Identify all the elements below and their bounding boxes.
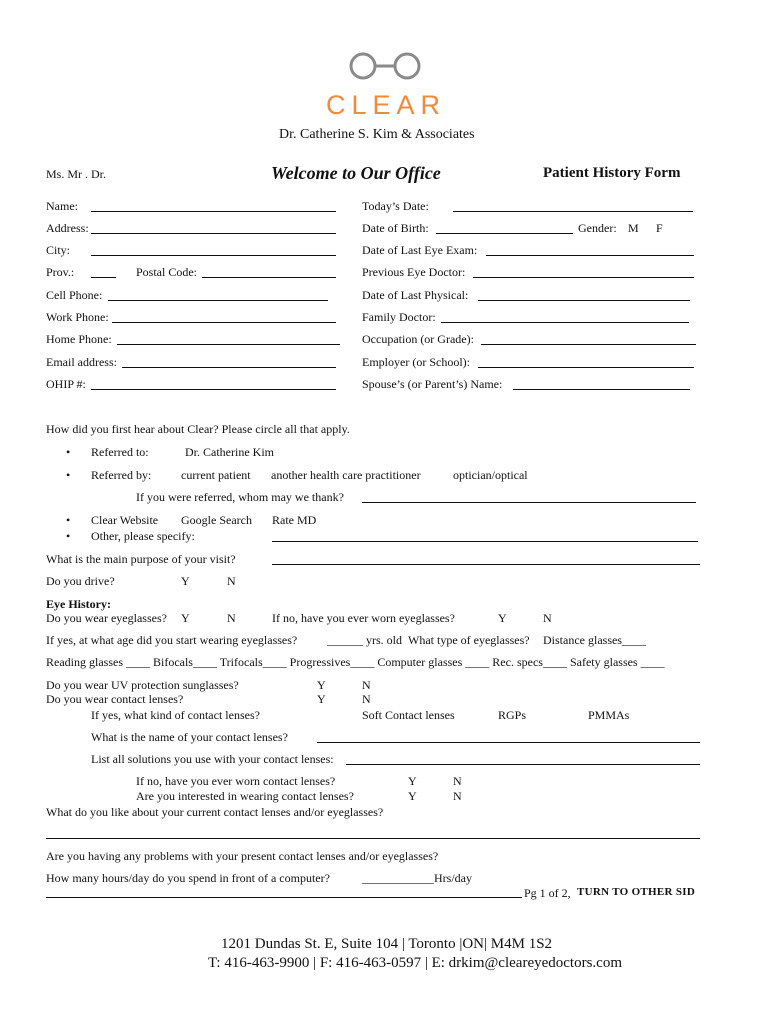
referred-by-label: Referred by: xyxy=(91,468,152,482)
other-specify-label: Other, please specify: xyxy=(91,529,195,543)
wear-glasses-label: Do you wear eyeglasses? xyxy=(46,611,167,625)
ever-worn-glasses-yes-option[interactable]: Y xyxy=(498,611,507,625)
employer-label: Employer (or School): xyxy=(362,355,470,369)
glasses-icon xyxy=(347,48,423,84)
family-doctor-field[interactable] xyxy=(441,322,689,323)
visit-purpose-label: What is the main purpose of your visit? xyxy=(46,552,236,566)
home-label: Home Phone: xyxy=(46,332,112,346)
bullet-icon: • xyxy=(66,468,71,482)
like-lenses-label: What do you like about your current contact lenses and/or eyeglasses? xyxy=(46,805,384,819)
current-patient-option[interactable]: current patient xyxy=(181,468,251,482)
gender-label: Gender: xyxy=(578,221,617,235)
solutions-field[interactable] xyxy=(346,764,700,765)
family-doctor-label: Family Doctor: xyxy=(362,310,436,324)
optician-option[interactable]: optician/optical xyxy=(453,468,528,482)
footer-contact: T: 416-463-9900 | F: 416-463-0597 | E: drkim@cleareyedoctors.com xyxy=(208,955,622,971)
prev-doctor-label: Previous Eye Doctor: xyxy=(362,265,466,279)
computer-hours-field[interactable]: ____________Hrs/day xyxy=(362,871,472,885)
name-label: Name: xyxy=(46,199,78,213)
employer-field[interactable] xyxy=(478,367,694,368)
ever-worn-contacts-yes-option[interactable]: Y xyxy=(408,774,417,788)
problems-label: Are you having any problems with your present contact lenses and/or eyeglasses? xyxy=(46,849,439,863)
last-physical-field[interactable] xyxy=(478,300,690,301)
turn-over-note: TURN TO OTHER SID xyxy=(577,886,696,898)
ohip-field[interactable] xyxy=(91,389,336,390)
google-search-option[interactable]: Google Search xyxy=(181,513,252,527)
last-eye-exam-field[interactable] xyxy=(486,255,694,256)
distance-glasses-option[interactable]: Distance glasses____ xyxy=(543,633,646,647)
lens-name-label: What is the name of your contact lenses? xyxy=(91,730,288,744)
bullet-icon: • xyxy=(66,513,71,527)
spouse-field[interactable] xyxy=(513,389,690,390)
other-specify-field[interactable] xyxy=(272,541,698,542)
work-label: Work Phone: xyxy=(46,310,109,324)
referrer-thank-label: If you were referred, whom may we thank? xyxy=(136,490,344,504)
dob-label: Date of Birth: xyxy=(362,221,429,235)
footer-address: 1201 Dundas St. E, Suite 104 | Toronto |ON| M4M 1S2 xyxy=(221,936,553,952)
prov-label: Prov.: xyxy=(46,265,75,279)
page-title: Welcome to Our Office xyxy=(271,163,441,183)
rgps-option[interactable]: RGPs xyxy=(498,708,527,722)
computer-hours-label: How many hours/day do you spend in front of a computer? xyxy=(46,871,330,885)
dob-field[interactable] xyxy=(436,233,573,234)
logo-text: CLEAR xyxy=(326,90,447,120)
interested-contacts-label: Are you interested in wearing contact lenses? xyxy=(136,789,354,803)
pmmas-option[interactable]: PMMAs xyxy=(588,708,630,722)
contacts-yes-option[interactable]: Y xyxy=(317,692,326,706)
drive-label: Do you drive? xyxy=(46,574,115,588)
ever-worn-contacts-label: If no, have you ever worn contact lenses? xyxy=(136,774,336,788)
name-field[interactable] xyxy=(91,211,336,212)
last-physical-label: Date of Last Physical: xyxy=(362,288,469,302)
gender-m-option[interactable]: M xyxy=(628,221,639,235)
drive-no-option[interactable]: N xyxy=(227,574,236,588)
wear-glasses-no-option[interactable]: N xyxy=(227,611,236,625)
lens-kind-label: If yes, what kind of contact lenses? xyxy=(91,708,260,722)
prov-field[interactable] xyxy=(91,277,116,278)
cell-label: Cell Phone: xyxy=(46,288,103,302)
uv-no-option[interactable]: N xyxy=(362,678,371,692)
address-field[interactable] xyxy=(91,233,336,234)
solutions-label: List all solutions you use with your contact lenses: xyxy=(91,752,334,766)
email-field[interactable] xyxy=(122,367,336,368)
interested-no-option[interactable]: N xyxy=(453,789,462,803)
wear-glasses-yes-option[interactable]: Y xyxy=(181,611,190,625)
referred-to-doctor-option[interactable]: Dr. Catherine Kim xyxy=(185,445,274,459)
glasses-age-field[interactable]: ______ yrs. old xyxy=(327,633,402,647)
eye-history-heading: Eye History: xyxy=(46,597,111,611)
ever-worn-glasses-label: If no, have you ever worn eyeglasses? xyxy=(272,611,455,625)
visit-purpose-field[interactable] xyxy=(272,564,700,565)
spouse-label: Spouse’s (or Parent’s) Name: xyxy=(362,377,503,391)
bullet-icon: • xyxy=(66,529,71,543)
glasses-age-label: If yes, at what age did you start wearing eyeglasses? xyxy=(46,633,298,647)
health-practitioner-option[interactable]: another health care practitioner xyxy=(271,468,421,482)
last-eye-exam-label: Date of Last Eye Exam: xyxy=(362,243,478,257)
uv-sunglasses-label: Do you wear UV protection sunglasses? xyxy=(46,678,239,692)
bullet-icon: • xyxy=(66,445,71,459)
occupation-label: Occupation (or Grade): xyxy=(362,332,474,346)
ohip-label: OHIP #: xyxy=(46,377,86,391)
cell-field[interactable] xyxy=(108,300,328,301)
postal-label: Postal Code: xyxy=(136,265,198,279)
postal-field[interactable] xyxy=(202,277,336,278)
referral-question: How did you first hear about Clear? Please circle all that apply. xyxy=(46,422,350,436)
practice-name: Dr. Catherine S. Kim & Associates xyxy=(279,127,475,142)
ever-worn-contacts-no-option[interactable]: N xyxy=(453,774,462,788)
form-title: Patient History Form xyxy=(543,165,681,181)
soft-lenses-option[interactable]: Soft Contact lenses xyxy=(362,708,455,722)
referrer-field[interactable] xyxy=(362,502,696,503)
lens-name-field[interactable] xyxy=(317,742,700,743)
contacts-label: Do you wear contact lenses? xyxy=(46,692,184,706)
page-number: Pg 1 of 2, xyxy=(524,886,571,900)
glasses-types-row[interactable]: Reading glasses ____ Bifocals____ Trifocals____ Progressives____ Computer glasses ____ Rec. specs____ Safety glasses ____ xyxy=(46,655,665,669)
ratemd-option[interactable]: Rate MD xyxy=(272,513,317,527)
occupation-field[interactable] xyxy=(481,344,696,345)
work-field[interactable] xyxy=(112,322,336,323)
uv-yes-option[interactable]: Y xyxy=(317,678,326,692)
gender-f-option[interactable]: F xyxy=(656,221,663,235)
contacts-no-option[interactable]: N xyxy=(362,692,371,706)
todays-date-label: Today’s Date: xyxy=(362,199,429,213)
referred-to-label: Referred to: xyxy=(91,445,149,459)
salutation: Ms. Mr . Dr. xyxy=(46,167,107,181)
prev-doctor-field[interactable] xyxy=(473,277,694,278)
problems-field[interactable] xyxy=(46,897,522,898)
drive-yes-option[interactable]: Y xyxy=(181,574,190,588)
city-label: City: xyxy=(46,243,71,257)
clear-website-option[interactable]: Clear Website xyxy=(91,513,159,527)
todays-date-field[interactable] xyxy=(453,211,693,212)
like-lenses-field[interactable] xyxy=(46,838,700,839)
interested-yes-option[interactable]: Y xyxy=(408,789,417,803)
city-field[interactable] xyxy=(91,255,336,256)
email-label: Email address: xyxy=(46,355,117,369)
ever-worn-glasses-no-option[interactable]: N xyxy=(543,611,552,625)
home-field[interactable] xyxy=(117,344,340,345)
glasses-type-label: What type of eyeglasses? xyxy=(408,633,530,647)
address-label: Address: xyxy=(46,221,89,235)
